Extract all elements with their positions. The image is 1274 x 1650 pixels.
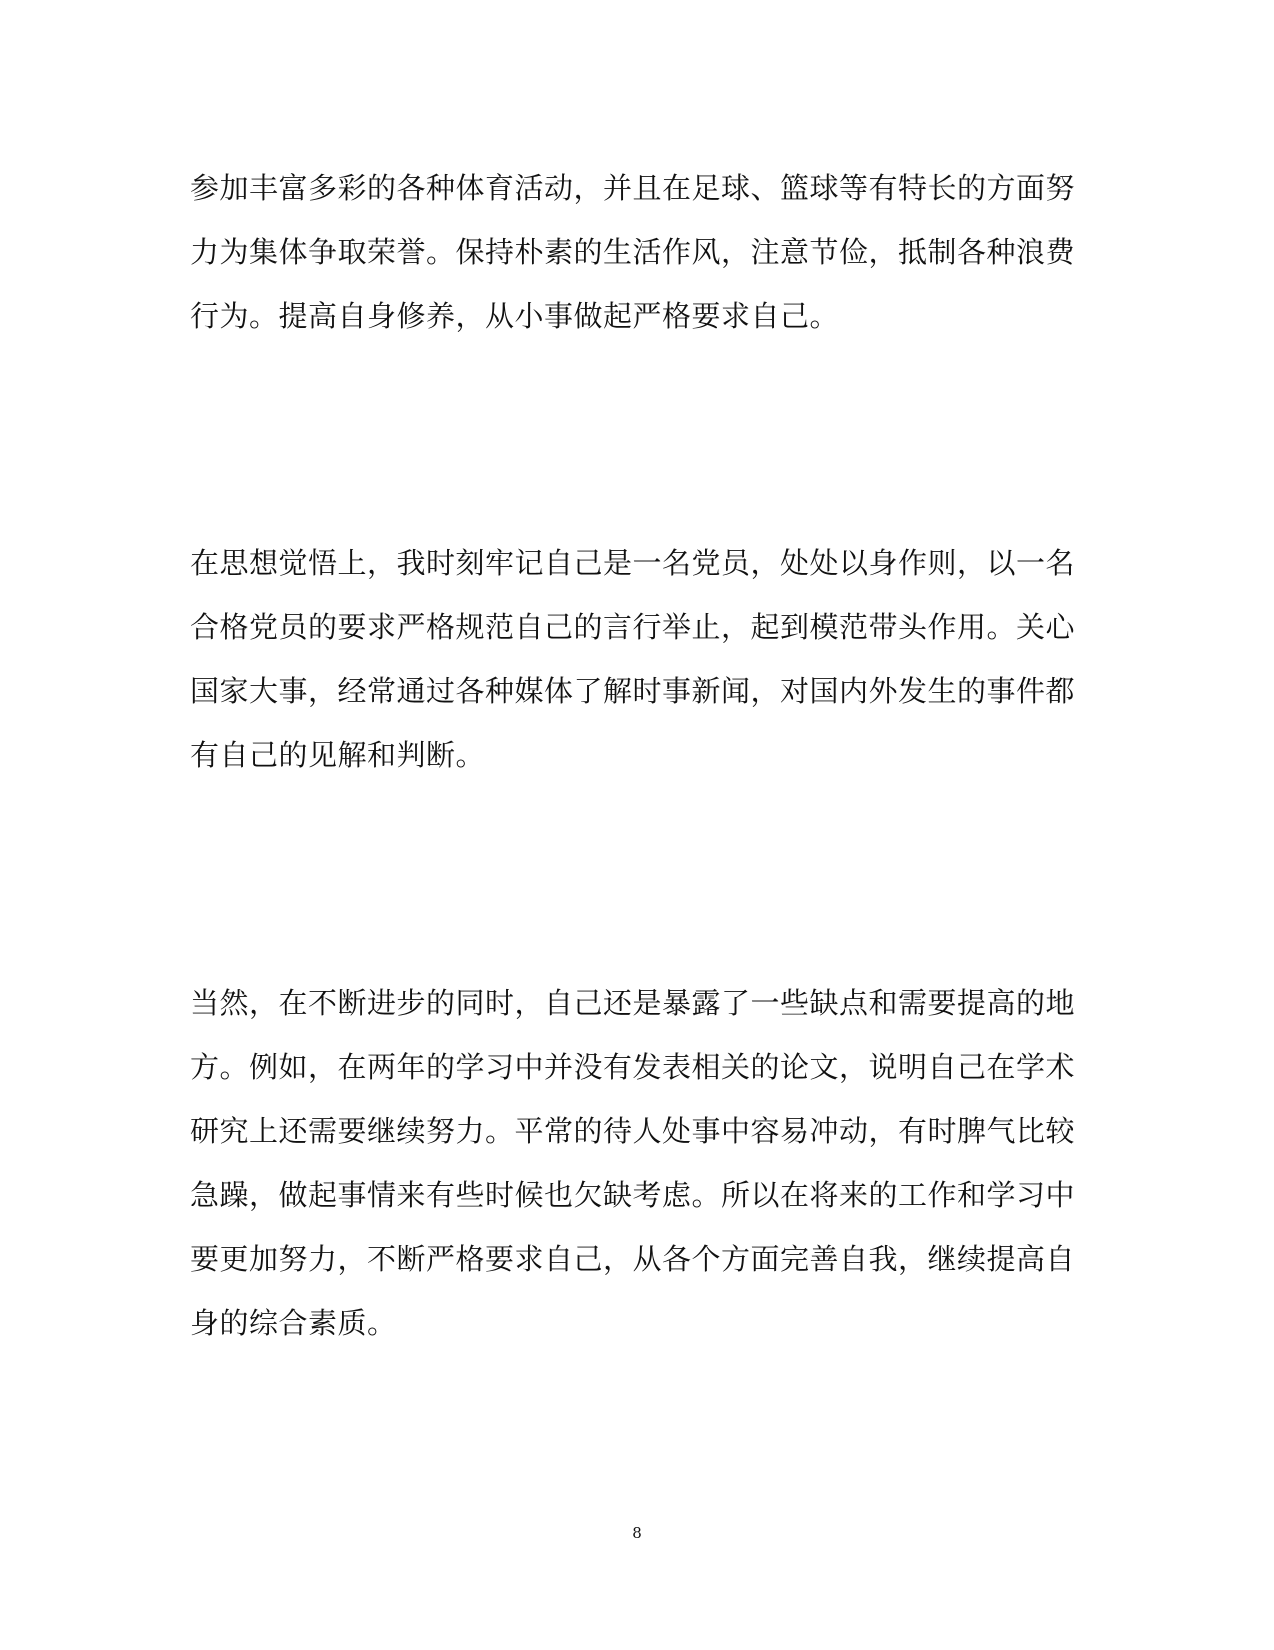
paragraph-line: 急躁，做起事情来有些时候也欠缺考虑。所以在将来的工作和学习中 <box>190 1178 1076 1212</box>
paragraph-line: 在思想觉悟上，我时刻牢记自己是一名党员，处处以身作则，以一名 <box>190 546 1076 580</box>
paragraph-line: 研究上还需要继续努力。平常的待人处事中容易冲动，有时脾气比较 <box>190 1114 1076 1148</box>
paragraph-line: 合格党员的要求严格规范自己的言行举止，起到模范带头作用。关心 <box>190 610 1076 644</box>
paragraph-line: 国家大事，经常通过各种媒体了解时事新闻，对国内外发生的事件都 <box>190 674 1076 708</box>
page-number: 8 <box>632 1524 642 1542</box>
paragraph-line: 力为集体争取荣誉。保持朴素的生活作风，注意节俭，抵制各种浪费 <box>190 235 1076 269</box>
paragraph-line: 有自己的见解和判断。 <box>190 738 486 772</box>
paragraph-line: 行为。提高自身修养，从小事做起严格要求自己。 <box>190 299 840 333</box>
paragraph-line: 要更加努力，不断严格要求自己，从各个方面完善自我，继续提高自 <box>190 1242 1076 1276</box>
paragraph-line: 方。例如，在两年的学习中并没有发表相关的论文，说明自己在学术 <box>190 1050 1076 1084</box>
paragraph-line: 参加丰富多彩的各种体育活动，并且在足球、篮球等有特长的方面努 <box>190 171 1076 205</box>
paragraph-line: 身的综合素质。 <box>190 1306 397 1340</box>
paragraph-line: 当然，在不断进步的同时，自己还是暴露了一些缺点和需要提高的地 <box>190 986 1076 1020</box>
